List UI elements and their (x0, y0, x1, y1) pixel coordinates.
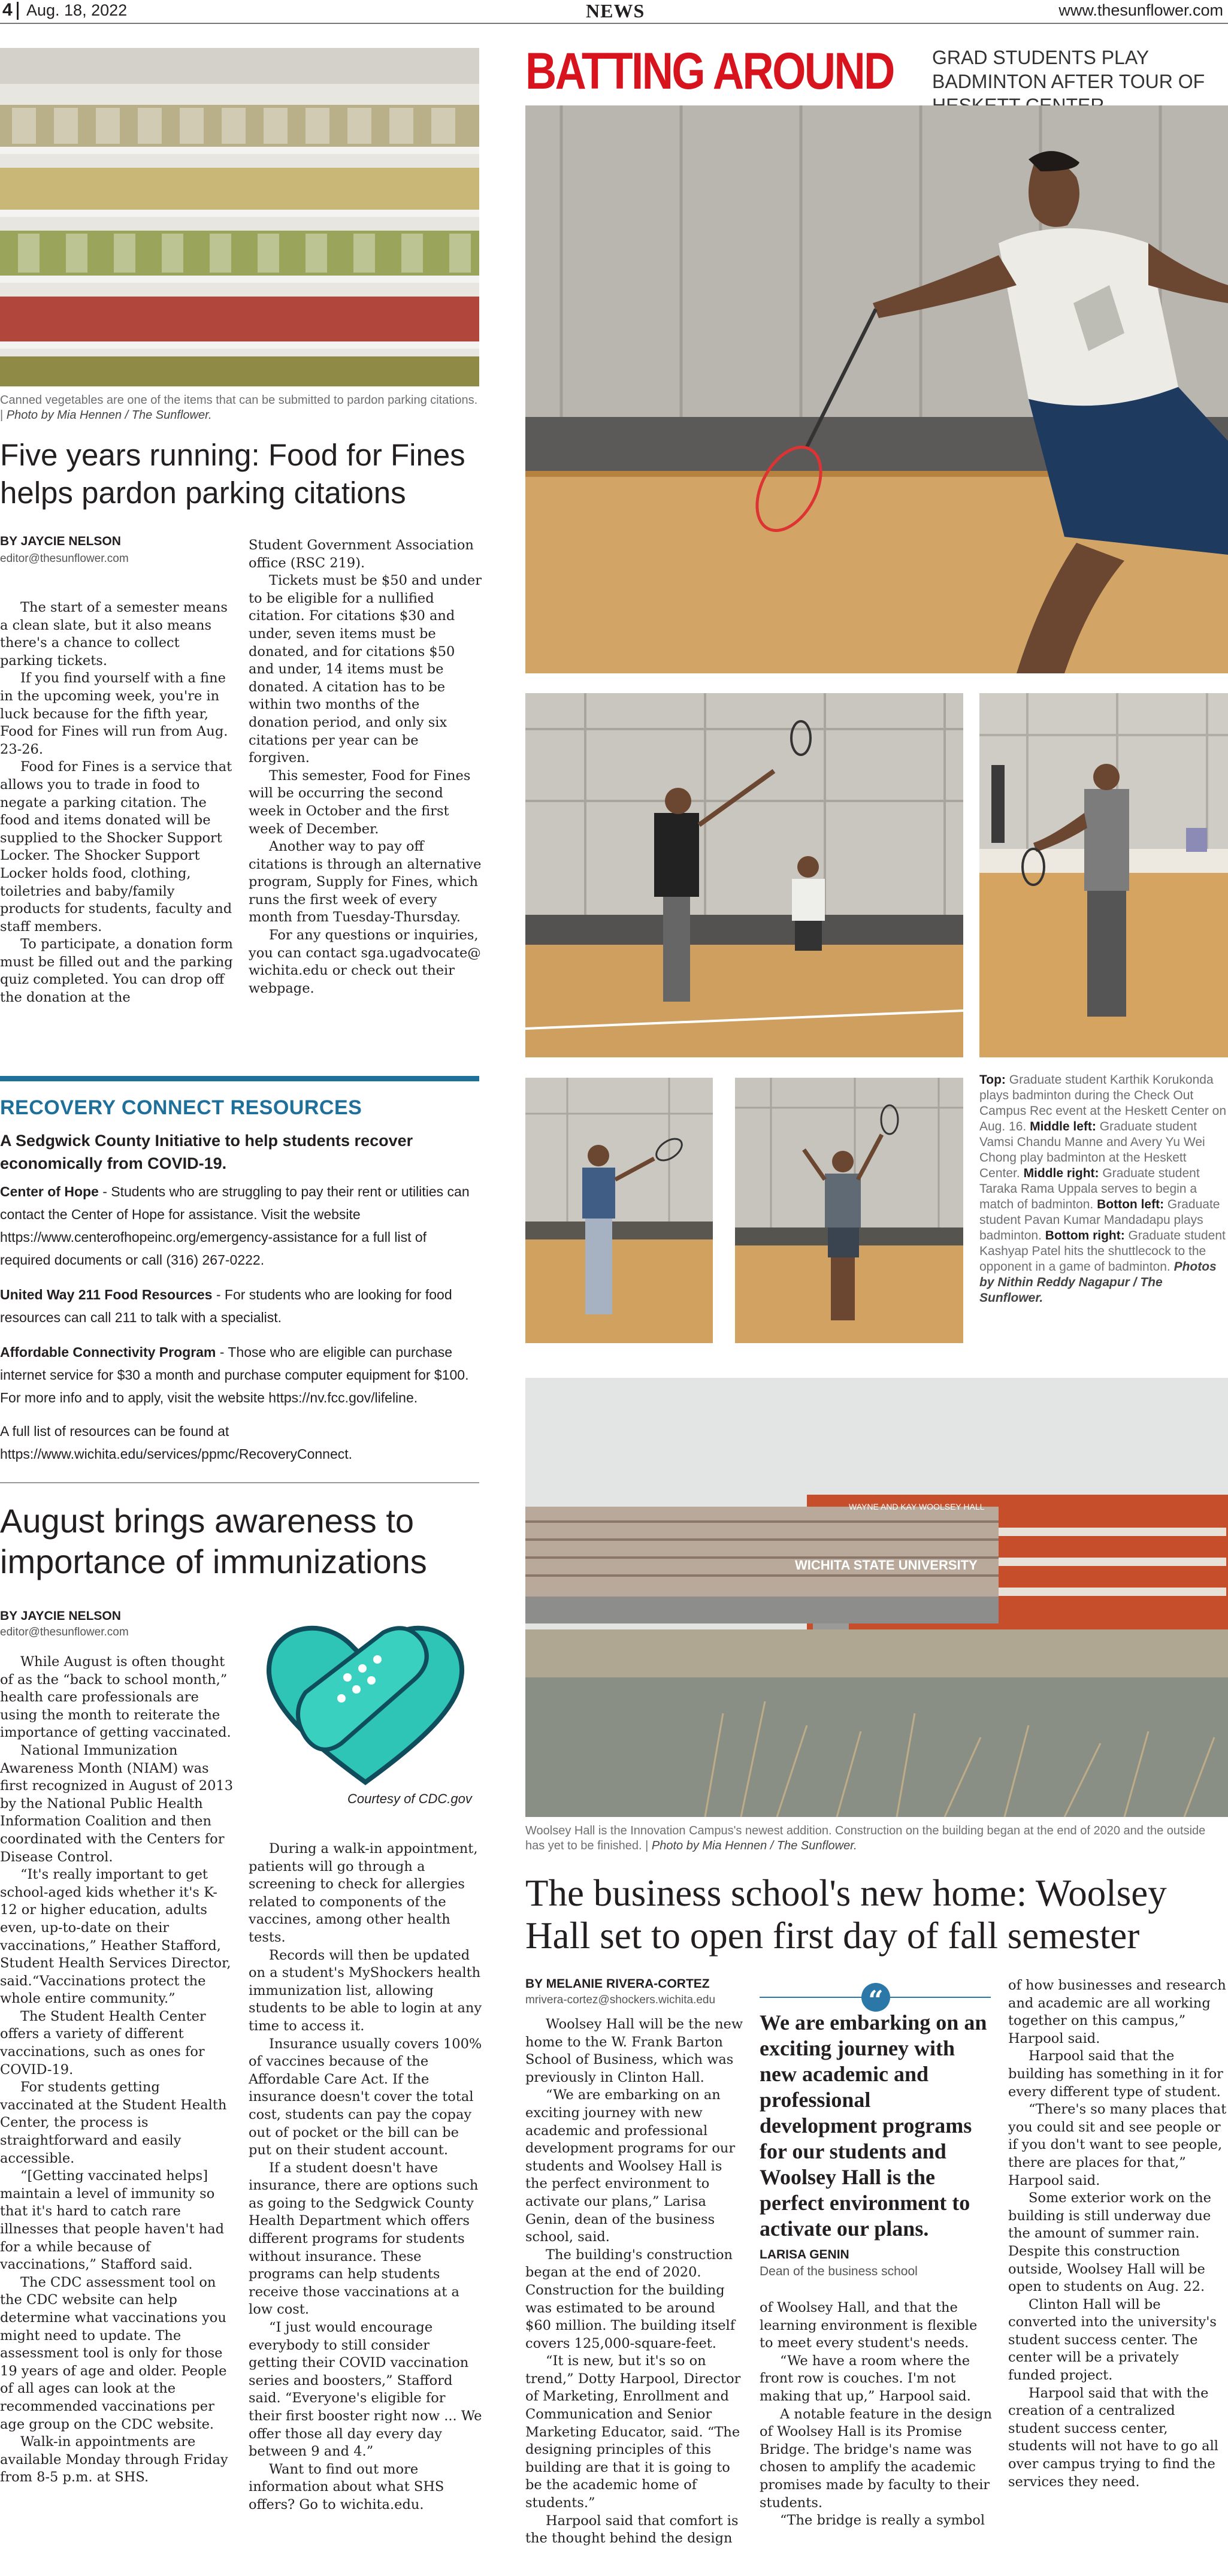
caption-text: Graduate student Vamsi Chandu Manne and Avery Yu Wei Chong play badminton at the Heskett Center. (979, 1120, 1205, 1180)
bandage-image-credit: Courtesy of CDC.gov (347, 1791, 472, 1806)
immunization-body-column-2 (249, 1840, 482, 2514)
badminton-bottom-left-photo (525, 1078, 713, 1343)
paragraph: To participate, a donation form must be filled out and the parking quiz completed. You can drop off the donation at the (0, 936, 233, 1006)
paragraph: Harpool said that the building has something in it for every different type of student. (1008, 2048, 1223, 2100)
paragraph: If a student doesn't have insurance, there are options such as going to the Sedgwick County Health Department which offers different programs for students without insurance. These programs can help students receive those vaccinations at a low cost. (249, 2160, 479, 2318)
woolsey-body-column-2 (760, 2299, 993, 2530)
food-author-email[interactable]: editor@thesunflower.com (0, 552, 129, 565)
paragraph: Walk-in appointments are available Monday through Friday from 8-5 p.m. at SHS. (0, 2434, 228, 2486)
paragraph: Harpool said that comfort is the thought behind the design (525, 2512, 739, 2547)
recovery-item-united-way (0, 1283, 479, 1329)
paragraph: of how businesses and research and academic are all working together on this campus,” Harpool said. (1008, 1978, 1226, 2046)
recovery-item-text: - Students who are struggling to pay their rent or utilities can contact the Center of Hope for assistance. Visit the website https://www.centerofhopeinc.org/emergency-assistance for a full list of required documents or call (316) 267-0222. (0, 1184, 470, 1268)
building-sign: WICHITA STATE UNIVERSITY (795, 1558, 978, 1573)
paragraph: The building's construction began at the end of 2020. Construction for the building was estimated to be around $60 million. The building itself covers 125,000-square-feet. (525, 2247, 736, 2351)
recovery-item-name: Affordable Connectivity Program (0, 1344, 216, 1360)
paragraph: Records will then be updated on a student's MyShockers health immunization list, allowing students to be able to login at any time to access it. (249, 1947, 482, 2034)
woolsey-author-email[interactable]: mrivera-cortez@shockers.wichita.edu (525, 1994, 716, 2006)
building-sign-top: WAYNE AND KAY WOOLSEY HALL (849, 1502, 985, 1511)
paragraph: While August is often thought of as the “back to school month,” health care professionals are using the month to reiterate the importance of getting vaccinated. (0, 1654, 231, 1741)
paragraph: The CDC assessment tool on the CDC website can help determine what vaccinations you might need to update. The assessment tool is only for those 19 years of age and older. People of all ages can look at the recommended vaccinations per age group on the CDC website. (0, 2274, 227, 2432)
paragraph: Insurance usually covers 100% of vaccines because of the Affordable Care Act. If the insurance doesn't cover the total cost, students can pay the copay out of pocket or the bill can be put on their student account. (249, 2036, 482, 2158)
food-photo-caption: Canned vegetables are one of the items that can be submitted to pardon parking citations. | Photo by Mia Hennen / The Sunflower. (0, 394, 478, 422)
pull-quote-role: Dean of the business school (760, 2264, 918, 2278)
header-divider (17, 2, 19, 20)
badminton-photo-caption (979, 1072, 1228, 1306)
badminton-bottom-right-photo (735, 1078, 963, 1343)
paragraph: of Woolsey Hall, and that the learning environment is flexible to meet every student's needs. (760, 2300, 978, 2351)
immunization-author-email[interactable]: editor@thesunflower.com (0, 1626, 129, 1638)
paragraph: Harpool said that with the creation of a centralized student success center, students will not have to go all over campus trying to find the services they need. (1008, 2385, 1218, 2490)
paragraph: Food for Fines is a service that allows you to trade in food to negate a parking citation. The food and items donated will be supplied to the Shocker Support Locker. The Shocker Support Locker holds food, clothing, toiletries and baby/family products for students, faculty and staff members. (0, 759, 232, 935)
canned-vegetables-photo (0, 48, 479, 386)
caption-label: Bottom right: (1045, 1229, 1125, 1242)
recovery-item-name: Center of Hope (0, 1184, 99, 1199)
food-photo-credit: Photo by Mia Hennen / The Sunflower. (6, 409, 212, 422)
food-body-column-2 (249, 537, 482, 997)
food-headline: Five years running: Food for Fines helps pardon parking citations (0, 438, 465, 510)
badminton-title: BATTING AROUND (525, 43, 894, 100)
paragraph: A notable feature in the design of Woolsey Hall is its Promise Bridge. The bridge's name was chosen to amplify the academic promises made by faculty to their students. (760, 2406, 992, 2511)
woolsey-hall-photo (525, 1378, 1228, 1817)
paragraph: “There's so many places that you could sit and see people or if you don't want to see people, there are places for that,” Harpool said. (1008, 2102, 1227, 2188)
recovery-item-center-of-hope (0, 1180, 479, 1271)
issue-date: Aug. 18, 2022 (26, 1, 128, 19)
recovery-top-rule (0, 1076, 479, 1081)
paragraph: “We have a room where the front row is couches. I'm not making that up,” Harpool said. (760, 2353, 971, 2404)
badminton-top-photo (525, 105, 1228, 673)
pull-quote-name: LARISA GENIN (760, 2248, 849, 2261)
caption-label: Middle left: (1030, 1120, 1096, 1133)
caption-text: Graduate student Karthik Korukonda plays badminton during the Check Out Campus Rec event at the Heskett Center on Aug. 16. (979, 1073, 1227, 1133)
badminton-middle-left-photo (525, 693, 963, 1057)
paragraph: “It's really important to get school-aged kids whether it's K-12 or higher education, adults even, up-to-date on their vaccinations,” Heather Stafford, Student Health Services Director, said.“Vaccinations protect the whole entire community.” (0, 1867, 231, 2007)
woolsey-byline: BY MELANIE RIVERA-CORTEZ (525, 1977, 710, 1991)
badminton-photo-credit: Photos by Nithin Reddy Nagapur / The Sunflower. (979, 1260, 1217, 1305)
woolsey-photo-caption: Woolsey Hall is the Innovation Campus's newest addition. Construction on the building began at the end of 2020 and the outside has yet to be finished. | Photo by Mia Hennen / The Sunflower. (525, 1824, 1206, 1852)
immunization-headline: August brings awareness to importance of immunizations (0, 1502, 427, 1580)
recovery-subtitle: A Sedgwick County Initiative to help students recover economically from COVID-19. (0, 1132, 413, 1172)
recovery-item-text: - Those who are eligible can purchase internet service for $30 a month and purchase computer equipment for $100. For more info and to apply, visit the website https://nv.fcc.gov/lifeline. (0, 1344, 469, 1405)
paragraph: Want to find out more information about what SHS offers? Go to wichita.edu. (249, 2461, 444, 2512)
caption-label: Botton left: (1097, 1198, 1165, 1211)
site-url-link[interactable]: www.thesunflower.com (1058, 1, 1223, 19)
paragraph: “I just would encourage everybody to still consider getting their COVID vaccination series and boosters,” Stafford said. “Everyone's eligible for their first booster right now ... We offer those all day every day between 9 and 4.” (249, 2320, 482, 2460)
immunization-byline: BY JAYCIE NELSON (0, 1609, 121, 1623)
paragraph: “[Getting vaccinated helps] maintain a level of immunity so that it's hard to catch rare illnesses that people haven't had for a while because of vaccinations,” Stafford said. (0, 2168, 225, 2273)
paragraph: Another way to pay off citations is through an alternative program, Supply for Fines, which runs the first week of every month from Tuesday-Thursday. (249, 839, 482, 926)
paragraph: This semester, Food for Fines will be occurring the second week in October and the first week of December. (249, 767, 471, 837)
paragraph: Some exterior work on the building is still underway due the amount of summer rain. Despite this construction outside, Woolsey Hall will be open to students on Aug. 22. (1008, 2190, 1211, 2295)
woolsey-photo-credit: Photo by Mia Hennen / The Sunflower. (651, 1839, 857, 1852)
food-body-column-1 (0, 599, 234, 1007)
paragraph: Tickets must be $50 and under to be eligible for a nullified citation. For citations $30 and under, seven items must be donated, and for citations $50 and under, 14 items must be donated. A citation has to be within two months of the donation period, and only six citations per year can be forgiven. (249, 573, 482, 766)
recovery-item-name: United Way 211 Food Resources (0, 1287, 213, 1302)
caption-text: Graduate student Taraka Rama Uppala serves to begin a match of badminton. (979, 1166, 1200, 1211)
paragraph: “We are embarking on an exciting journey with new academic and professional development programs for our students and Woolsey Hall is the perfect environment to activate our plans,” Larisa Genin, dean of the business school, said. (525, 2087, 736, 2245)
woolsey-body-column-3 (1008, 1977, 1228, 2491)
paragraph: During a walk-in appointment, patients will go through a screening to check for allergies related to components of the vaccines, among other health tests. (249, 1841, 478, 1945)
caption-text: Graduate student Kashyap Patel hits the shuttlecock to the opponent in a game of badminton. (979, 1229, 1226, 1274)
paragraph: Student Government Association office (RSC 219). (249, 537, 474, 571)
paragraph: For any questions or inquiries, you can contact sga.ugadvocate@ wichita.edu or check out their webpage. (249, 927, 481, 996)
caption-label: Middle right: (1023, 1166, 1099, 1180)
badminton-subtitle: GRAD STUDENTS PLAY BADMINTON AFTER TOUR OF (932, 47, 1205, 92)
paragraph: “It is new, but it's so on trend,” Dotty Harpool, Director of Marketing, Enrollment and Communication and Senior Marketing Educator, said. “The designing principles of this building are that it is going to be the academic home of students.” (525, 2353, 741, 2511)
pull-quote: We are embarking on an exciting journey with new academic and professional development programs for our students and Woolsey Hall is the perfect environment to activate our plans. (760, 2010, 987, 2241)
paragraph: Clinton Hall will be converted into the university's student success center. The center will be a privately funded project. (1008, 2296, 1217, 2384)
recovery-item-affordable-connectivity (0, 1341, 479, 1409)
woolsey-body-column-1 (525, 2016, 744, 2548)
immunization-body-column-1 (0, 1653, 234, 2487)
food-byline: BY JAYCIE NELSON (0, 534, 121, 548)
paragraph: If you find yourself with a fine in the upcoming week, you're in luck because for the fifth year, Food for Fines will run from Aug. 23-26. (0, 670, 228, 757)
woolsey-headline: The business school's new home: Woolsey Hall set to open first day of fall semester (525, 1872, 1167, 1957)
recovery-title: RECOVERY CONNECT RESOURCES (0, 1096, 362, 1119)
caption-label: Top: (979, 1073, 1006, 1087)
section-name: NEWS (586, 0, 645, 22)
paragraph: Woolsey Hall will be the new home to the W. Frank Barton School of Business, which was previously in Clinton Hall. (525, 2016, 743, 2085)
badminton-middle-right-photo (979, 693, 1228, 1057)
caption-text: Graduate student Pavan Kumar Mandadapu plays badminton. (979, 1198, 1220, 1242)
recovery-item-text: - For students who are looking for food resources can call 211 to talk with a specialist. (0, 1287, 452, 1325)
paragraph: The start of a semester means a clean slate, but it also means there's a chance to collect parking tickets. (0, 600, 228, 669)
quote-icon: “ (861, 1983, 890, 2012)
recovery-bottom-divider (0, 1482, 479, 1483)
paragraph: The Student Health Center offers a variety of different vaccinations, such as ones for COVID-19. (0, 2008, 206, 2078)
paragraph: “The bridge is really a symbol (780, 2512, 985, 2529)
page-number: 4 (2, 0, 13, 20)
paragraph: National Immunization Awareness Month (NIAM) was first recognized in August of 2013 by the National Public Health Information Coalition and then coordinated with the Centers for Disease Control. (0, 1742, 234, 1865)
recovery-footer: A full list of resources can be found at https://www.wichita.edu/services/ppmc/RecoveryConnect. (0, 1423, 353, 1462)
bandage-heart-icon (264, 1614, 467, 1788)
paragraph: For students getting vaccinated at the Student Health Center, the process is straightforward and easily accessible. (0, 2079, 227, 2166)
